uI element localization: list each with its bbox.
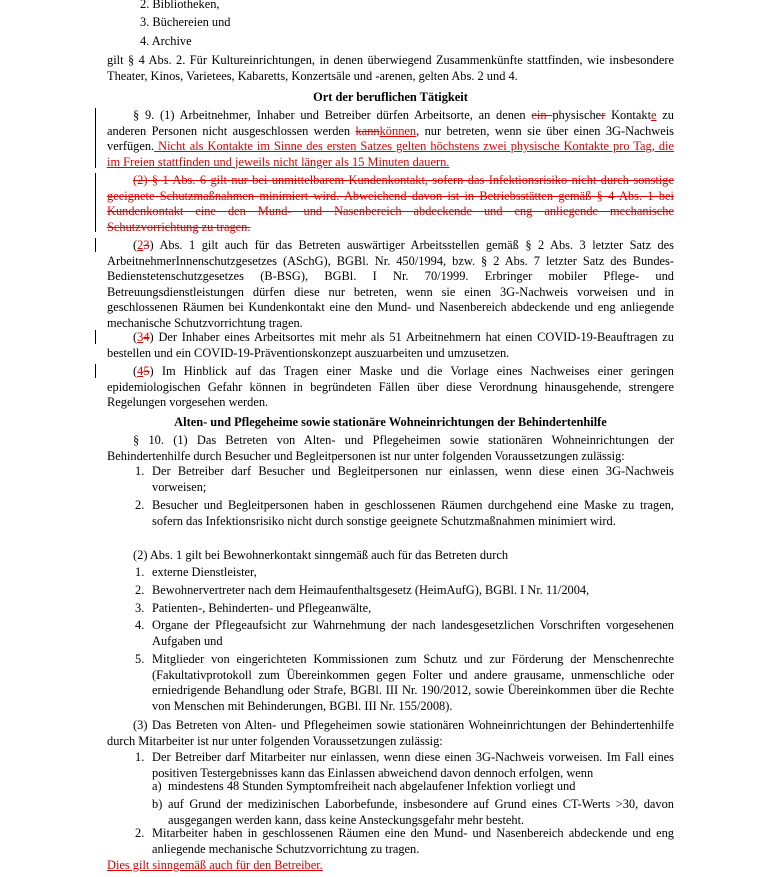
list-item: 3. Büchereien und (140, 15, 231, 29)
revision-bar (95, 330, 96, 344)
revision-bar (95, 364, 96, 378)
paragraph-s9-2-deleted: (2) § 1 Abs. 6 gilt nur bei unmittelbarem Kundenkontakt, sofern das Infektionsrisiko nicht durch sonstige geeignete Schutzmaßnahmen minimiert wird. Abweichend davon ist in Betriebsstätten gemäß § 4 Abs. 1 bei Kundenkontakt eine den Mund- und Nasenbereich abdeckende und eng anliegende mechanische Schutzvorrichtung zu tragen. (107, 173, 674, 234)
heading-ort-der-taetigkeit: Ort der beruflichen Tätigkeit (313, 90, 468, 104)
paragraph-s10-3: (3) Das Betreten von Alten- und Pflegeheimen sowie stationären Wohneinrichtungen der Behindertenhilfe durch Mitarbeiter ist nur unter folgenden Voraussetzungen zulässig: (107, 718, 674, 748)
paragraph-s9-5: (45) Im Hinblick auf das Tragen einer Maske und die Vorlage eines Nachweises einer geringen epidemiologischen Gefahr können in begründeten Fällen über diese Verordnung hinausgehende, strengere Regelungen vorgesehen werden. (107, 364, 674, 409)
paragraph-s9-3: (23) Abs. 1 gilt auch für das Betreten auswärtiger Arbeitsstellen gemäß § 2 Abs. 3 letzter Satz des ArbeitnehmerInnenschutzgesetzes (ASchG), BGBl. Nr. 450/1994, bzw. § 2 Abs. 7 letzter Satz des Bundes-Bedienstetenschutzgesetzes (B-BSG), BGBl. I Nr. 70/1999. Erbringer mobiler Pflege- und Betreuungsdienstleistungen dürfen diese nur betreten, wenn sie einen 3G-Nachweis vorweisen und in geschlossenen Räumen bei Kundenkontakt eine den Mund- und Nasenbereich abdeckende und eng anliegende mechanische Schutzvorrichtung tragen. (107, 238, 674, 330)
deleted-text: kann (355, 123, 380, 138)
deleted-text: ein (531, 108, 553, 122)
paragraph-kultureinrichtungen: gilt § 4 Abs. 2. Für Kultureinrichtungen, in denen überwiegend Zusammenkünfte stattfinden, wie insbesondere Theater, Kinos, Varietees, Kabaretts, Konzertsäle und -arenen, gelten Abs. 2 und 4. (107, 53, 674, 83)
paragraph-s10-1: § 10. (1) Das Betreten von Alten- und Pflegeheimen sowie stationären Wohneinrichtungen der Behindertenhilfe durch Besucher und Begleitpersonen ist nur unter folgenden Voraussetzungen zulässig: (107, 433, 674, 463)
list-item: 2. Bibliotheken, (140, 0, 220, 11)
paragraph-s10-2: (2) Abs. 1 gilt bei Bewohnerkontakt sinngemäß auch für das Betreten durch (133, 548, 509, 562)
paragraph-s9-1: § 9. (1) Arbeitnehmer, Inhaber und Betreiber dürfen Arbeitsorte, an denen ein physischer Kontakte zu anderen Personen nicht ausgeschlossen werden kannkönnen, nur betreten, wenn sie über einen 3G-Nachweis verfügen. Nicht als Kontakte im Sinne des ersten Satzes gelten höchstens zwei physische Kontakte pro Tag, die im Freien stattfinden und jeweils nicht länger als 15 Minuten dauern. (107, 108, 674, 169)
inserted-text: können (379, 123, 417, 138)
inserted-text: Nicht als Kontakte im Sinne des ersten Satzes gelten höchstens zwei physische Kontakte pro Tag, die im Freien stattfinden und jeweils nicht länger als 15 Minuten dauern. (107, 139, 674, 169)
deleted-text: r (601, 108, 606, 122)
revision-bar (95, 238, 96, 252)
list-item: 4. Archive (140, 34, 192, 48)
revision-bar (95, 173, 96, 232)
paragraph-s9-4: (34) Der Inhaber eines Arbeitsortes mit mehr als 51 Arbeitnehmern hat einen COVID-19-Beauftragen zu bestellen und ein COVID-19-Präventionskonzept auszuarbeiten und umzusetzen. (107, 330, 674, 360)
document-page: 2. Bibliotheken, 3. Büchereien und 4. Archive gilt § 4 Abs. 2. Für Kultureinrichtungen, in denen überwiegend Zusammenkünfte stattfinden, wie insbesondere Theater, Kinos, Varietees, Kabaretts, Konzertsäle und -arenen, gelten Abs. 2 und 4. Ort der beruflichen Tätigkeit § 9. (1) Arbeitnehmer, Inhaber und Betreiber dürfen Arbeitsorte, an denen ein physischer Kontakte zu anderen Personen nicht ausgeschlossen werden kannkönnen, nur betreten, wenn sie über einen 3G-Nachweis verfügen. Nicht als Kontakte im Sinne des ersten Satzes gelten höchstens zwei physische Kontakte pro Tag, die im Freien stattfinden und jeweils nicht länger als 15 Minuten dauern. (2) § 1 Abs. 6 gilt nur bei unmittelbarem Kundenkontakt, sofern das Infektionsrisiko nicht durch sonstige geeignete Schutzmaßnahmen minimiert wird. Abweichend davon ist in Betriebsstätten gemäß § 4 Abs. 1 bei Kundenkontakt eine den Mund- und Nasenbereich abdeckende und eng anliegende mechanische Schutzvorrichtung zu tragen. (23) Abs. 1 gilt auch für das Betreten auswärtiger Arbeitsstellen gemäß § 2 Abs. 3 letzter Satz des ArbeitnehmerInnenschutzgesetzes (ASchG), BGBl. Nr. 450/1994, bzw. § 2 Abs. 7 letzter Satz des Bundes-Bedienstetenschutzgesetzes (B-BSG), BGBl. I Nr. 70/1999. Erbringer mobiler Pflege- und Betreuungsdienstleistungen dürfen diese nur betreten, wenn sie einen 3G-Nachweis vorweisen und in geschlossenen Räumen bei Kundenkontakt eine den Mund- und Nasenbereich abdeckende und eng anliegende mechanische Schutzvorrichtung tragen. (34) Der Inhaber eines Arbeitsortes mit mehr als 51 Arbeitnehmern hat einen COVID-19-Beauftragen zu bestellen und ein COVID-19-Präventionskonzept auszuarbeiten und umzusetzen. (45) Im Hinblick auf das Tragen einer Maske und die Vorlage eines Nachweises einer geringen epidemiologischen Gefahr können in begründeten Fällen über diese Verordnung hinausgehende, strengere Regelungen vorgesehen werden. Alten- und Pflegeheime sowie stationäre Wohneinrichtungen der Behindertenhilfe § 10. (1) Das Betreten von Alten- und Pflegeheimen sowie stationären Wohneinrichtungen der Behindertenhilfe durch Besucher und Begleitpersonen ist nur unter folgenden Voraussetzungen zulässig: 1. Der Betreiber darf Besucher und Begleitpersonen nur einlassen, wenn diese einen 3G-Nachweis vorweisen; 2. Besucher und Begleitpersonen haben in geschlossenen Räumen durchgehend eine Maske zu tragen, sofern das Infektionsrisiko nicht durch sonstige geeignete Schutzmaßnahmen minimiert wird. (2) Abs. 1 gilt bei Bewohnerkontakt sinngemäß auch für das Betreten durch 1. externe Dienstleister, 2. Bewohnervertreter nach dem Heimaufenthaltsgesetz (HeimAufG), BGBl. I Nr. 11/2004, 3. Patienten-, Behinderten- und Pflegeanwälte, 4. Organe der Pflegeaufsicht zur Wahrnehmung der nach landesgesetzlichen Vorschriften vorgesehenen Aufgaben und 5. Mitglieder von eingerichteten Kommissionen zum Schutz und zur Förderung der Menschenrechte (Fakultativprotokoll zum Übereinkommen gegen Folter und andere grausame, unmenschliche oder erniedrigende Behandlung oder Strafe, BGBl. III Nr. 190/2012, sowie Übereinkommen über die Rechte von Menschen mit Behinderungen, BGBl. III Nr. 155/2008). (3) Das Betreten von Alten- und Pflegeheimen sowie stationären Wohneinrichtungen der Behindertenhilfe durch Mitarbeiter ist nur unter folgenden Voraussetzungen zulässig: 1. Der Betreiber darf Mitarbeiter nur einlassen, wenn diese einen 3G-Nachweis vorweisen. Im Fall eines positiven Testergebnisses kann das Einlassen abweichend davon dennoch erfolgen, wenn a) mindestens 48 Stunden Symptomfreiheit nach abgelaufener Infektion vorliegt und b) auf Grund der medizinischen Laborbefunde, insbesondere auf Grund eines CT-Werts >30, davon ausgegangen werden kann, dass keine Ansteckungsgefahr mehr besteht. 2. Mitarbeiter haben in geschlossenen Räumen eine den Mund- und Nasenbereich abdeckende und eng anliegende mechanische Schutzvorrichtung zu tragen. Dies gilt sinngemäß auch für den Betreiber. (0, 0, 779, 877)
revision-bar (95, 108, 96, 168)
inserted-text: e (651, 108, 657, 122)
heading-alten-pflegeheime: Alten- und Pflegeheime sowie stationäre Wohneinrichtungen der Behindertenhilfe (174, 415, 607, 429)
inserted-sentence-betreiber: Dies gilt sinngemäß auch für den Betreiber. (107, 858, 323, 872)
